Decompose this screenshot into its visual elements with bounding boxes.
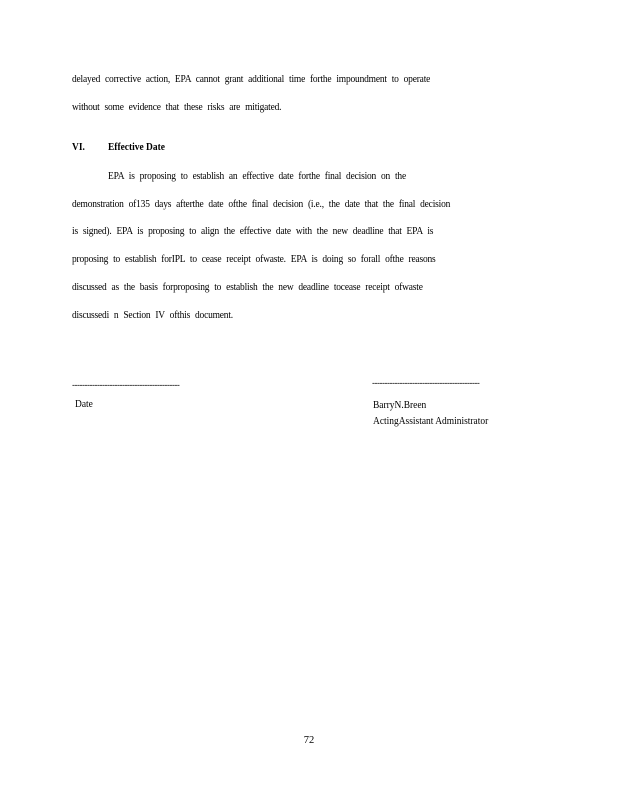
signer-name: BarryN.Breen	[373, 400, 427, 411]
paragraph-line-4: proposing to establish forIPL to cease receipt ofwaste. EPA is doing so forall ofthe reasons	[72, 254, 436, 265]
paragraph-line-3: is signed). EPA is proposing to align the effective date with the new deadline that EPA is	[72, 226, 434, 237]
name-signature-line: -------------------------------------------	[372, 378, 480, 388]
paragraph-line-2: demonstration of135 days afterthe date ofthe final decision (i.e., the date that the final decision	[72, 199, 451, 210]
section-heading	[72, 142, 165, 153]
paragraph-line-5: discussed as the basis forproposing to establish the new deadline tocease receipt ofwaste	[72, 282, 423, 293]
paragraph-line-1: EPA is proposing to establish an effective date forthe final decision on the	[108, 171, 406, 182]
paragraph-line-6: discussedi n Section IV ofthis document.	[72, 310, 233, 321]
page-number: 72	[303, 735, 315, 746]
section-number: VI.	[72, 142, 85, 153]
date-label: Date	[75, 399, 93, 410]
body-line-1: delayed corrective action, EPA cannot grant additional time forthe impoundment to operate	[72, 74, 431, 85]
date-signature-line: -------------------------------------------	[72, 380, 180, 390]
section-title: Effective Date	[108, 142, 165, 153]
body-line-2: without some evidence that these risks are mitigated.	[72, 102, 282, 113]
signer-title: ActingAssistant Administrator	[373, 416, 489, 427]
